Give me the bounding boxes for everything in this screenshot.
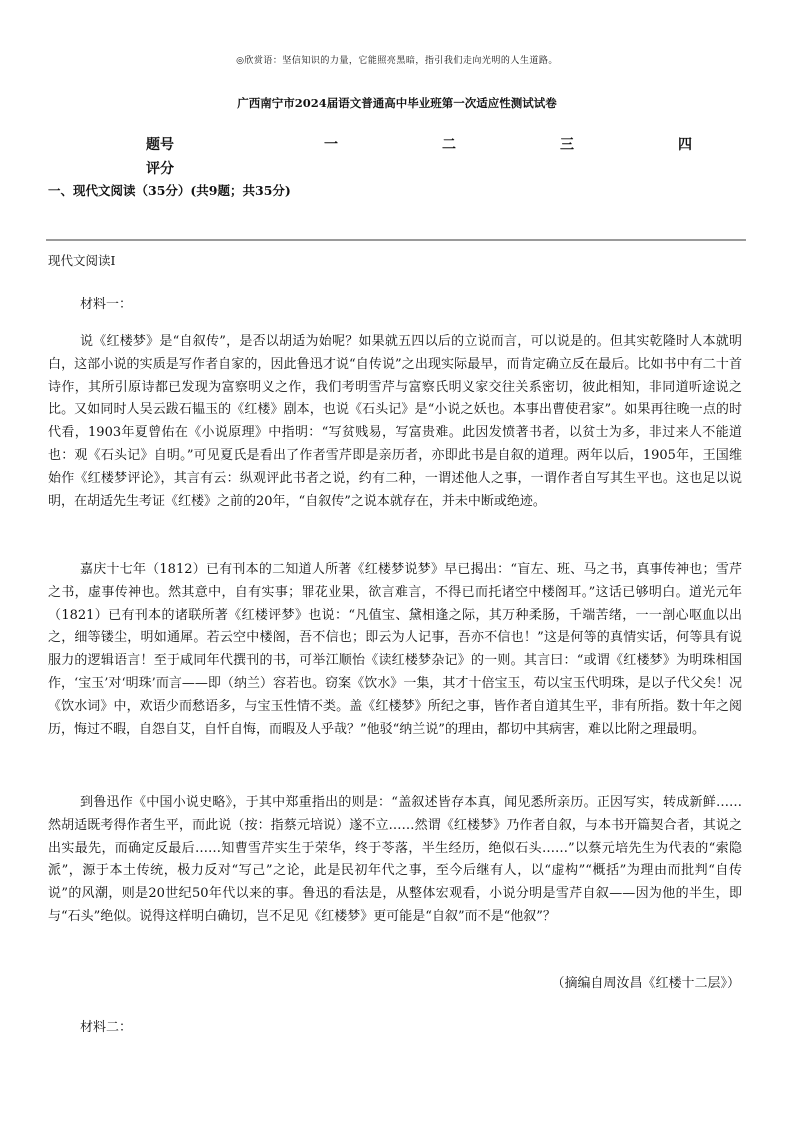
score-table-number-label: 题号 [146,137,174,153]
score-table-column-4: 四 [678,137,692,153]
reading-paragraph-2: 嘉庆十七年（1812）已有刊本的二知道人所著《红楼梦说梦》早已揭出：“盲左、班、马之书，真事传神也；雪芹之书，虚事传神也。然其意中，自有实事；罪花业果，欲言难言，不得已而托诸空中楼阁耳。”这话已够明白。道光元年（1821）已有刊本的诸联所著《红楼评梦》也说：“凡值宝、黛相逢之际，其万种柔肠，千端苦绪，一一剖心呕血以出之，细等镂尘，明如通犀。若云空中楼阁，吾不信也；即云为人记事，吾亦不信也！”这是何等的真情实话，何等具有说服力的逻辑语言！至于咸同年代撰刊的书，可举江顺怡《读红楼梦杂记》的一则。其言曰：“或谓《红楼梦》为明珠相国作，‘宝玉’对‘明珠’而言——即（纳兰）容若也。窃案《饮水》一集，其才十倍宝玉，苟以宝玉代明珠，是以子代父矣！况《饮水词》中，欢语少而愁语多，与宝玉性情不类。盖《红楼梦》所纪之事，皆作者自道其生平，非有所指。数十年之阅历，悔过不暇，自怨自艾，自忏自悔，而暇及人乎哉？”他驳“纳兰说”的理由，都切中其病害，难以比附之理最明。 [48,562,742,737]
page-motto: ◎欣赏语：坚信知识的力量，它能照亮黑暗，指引我们走向光明的人生道路。 [236,56,558,66]
score-table-column-3: 三 [560,137,574,153]
material-one-label: 材料一： [80,297,133,312]
score-table [146,134,706,182]
exam-title: 广西南宁市2024届语文普通高中毕业班第一次适应性测试试卷 [237,96,557,110]
score-table-column-1: 一 [324,137,338,153]
score-table-score-row [146,158,706,182]
score-table-number-row [146,134,706,158]
reading-part-title: 现代文阅读Ⅰ [48,253,116,268]
reading-source-citation: （摘编自周汝昌《红楼十二层》） [551,976,740,991]
material-two-label: 材料二： [80,1020,133,1035]
reading-paragraph-3: 到鲁迅作《中国小说史略》，于其中郑重指出的则是：“盖叙述皆存本真，闻见悉所亲历。正因写实，转成新鲜……然胡适既考得作者生平，而此说（按：指蔡元培说）遂不立……然谓《红楼梦》乃作者自叙，与本书开篇契合者，其说之出实最先，而确定反最后……知曹雪芹实生于荣华，终于苓落，半生经历，绝似石头……”以蔡元培先生为代表的“索隐派”，源于本土传统，极力反对“写己”之论，此是民初年代之事，至今后继有人，以“虚构”“概括”为理由而批判“自传说”的风潮，则是20世纪50年代以来的事。鲁迅的看法是，从整体宏观看，小说分明是雪芹自叙——因为他的半生，即与“石头”绝似。说得这样明白确切，岂不足见《红楼梦》更可能是“自叙”而不是“他叙”？ [48,795,742,924]
reading-paragraph-1: 说《红楼梦》是“自叙传”，是否以胡适为始呢？如果就五四以后的立说而言，可以说是的。但其实乾隆时人本就明白，这部小说的实质是写作者自家的，因此鲁迅才说“自传说”之出现实际最早，而肯定确立反在最后。比如书中有二十首诗作，其所引原诗都已发现为富察明义之作，我们考明雪芹与富察氏明义家交往关系密切，彼此相知，非同道听途说之比。又如同时人吴云跋石韫玉的《红楼》剧本，也说《石头记》是“小说之妖也。本事出曹使君家”。如果再往晚一点的时代看，1903年夏曾佑在《小说原理》中指明：“写贫贱易，写富贵难。此因发愤著书者，以贫士为多，非过来人不能道也：观《石头记》自明。”可见夏氏是看出了作者雪芹即是亲历者，亦即此书是自叙的道理。两年以后，1905年，王国维始作《红楼梦评论》，其言有云：纵观评此书者之说，约有二种，一谓述他人之事，一谓作者自写其生平也。这也足以说明，在胡适先生考证《红楼》之前的20年，“自叙传”之说本就存在，并未中断或绝迹。 [48,334,742,509]
section-divider [46,239,746,241]
section-title: 一、现代文阅读（35分）(共9题；共35分) [48,183,291,198]
score-table-column-2: 二 [442,137,456,153]
score-table-score-label: 评分 [146,161,174,177]
